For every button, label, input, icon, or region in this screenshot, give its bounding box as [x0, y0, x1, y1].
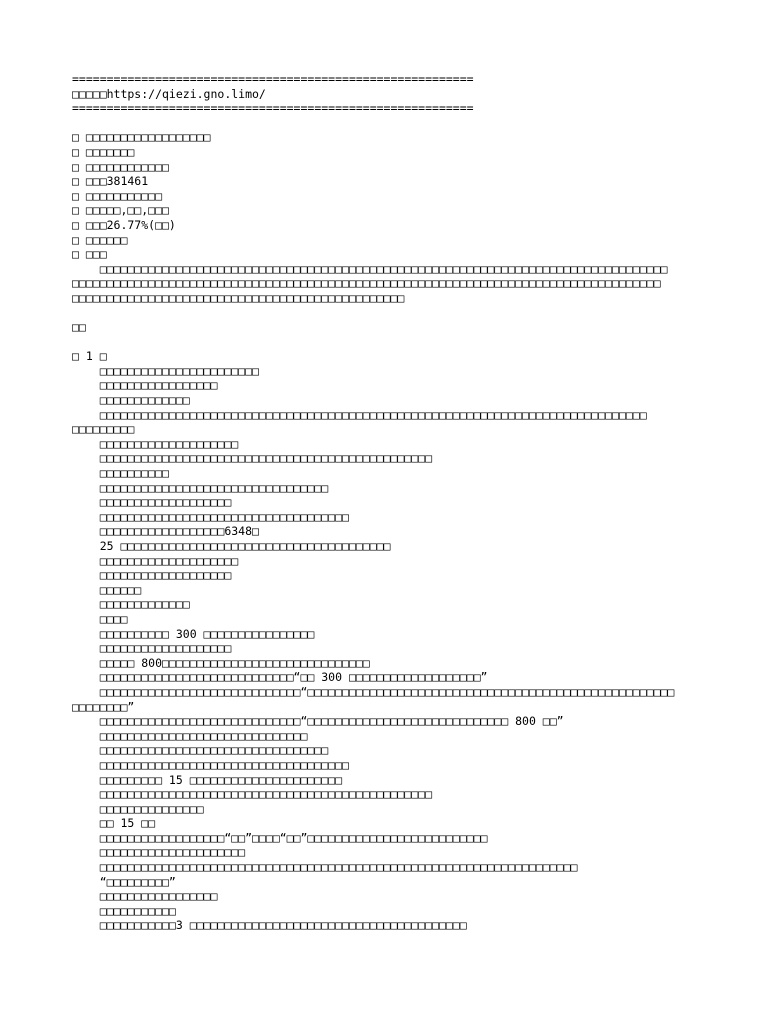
- document-page: [72, 72, 702, 933]
- body-line: □□□□□□□□□□□□□□□□□□□□□□□□□□□□□□□□□□□□□□□□□□□□□□□□: [72, 787, 433, 802]
- body-line: □□□□□ 800□□□□□□□□□□□□□□□□□□□□□□□□□□□□□□: [72, 655, 370, 670]
- spacer: [72, 306, 702, 321]
- body-line: □□□□□□□□□□□□□□□□□□□□□□□□□□□□“□□ 300 □□□□□□□□□□□□□□□□□□□”: [72, 670, 488, 685]
- metadata-item: □ □□□□□□□□□□□□□□□□□□: [72, 130, 211, 145]
- metadata-list: [72, 130, 702, 261]
- body-line: □□□□□□□□□□□□□□□□□□□□□□□□□□□□□□: [72, 728, 308, 743]
- body-line: □□□□□□□□□□□□□□□□□□□: [72, 641, 232, 656]
- body-line: □□□□□□□□□□□□□□□□□□□□□: [72, 845, 246, 860]
- header-rule-top: ==========================================================: [72, 72, 474, 86]
- body-line: □□ 15 □□: [72, 816, 156, 831]
- body-line: □□□□□□□□□□□□□□□□□□□□□□□: [72, 363, 259, 378]
- toc-label: □□: [72, 320, 86, 335]
- body-line: “□□□□□□□□□”: [72, 874, 176, 889]
- body-line: □□□□□□□□□□□□□□□□□□□□□□□□□□□□□□□□□: [72, 480, 329, 495]
- metadata-item: □ □□□: [72, 247, 107, 262]
- body-line: □□□□□□□□□□□□□□□□□□□□□□□□□□□□□“□□□□□□□□□□□□□□□□□□□□□□□□□□□□□ 800 □□”: [72, 714, 564, 729]
- body-line: □□□□□□□□□□□□□□□□□□□□□□□□□□□□□□□□□□□□: [72, 509, 349, 524]
- chapter-body: [72, 364, 702, 933]
- summary-line: □□□□□□□□□□□□□□□□□□□□□□□□□□□□□□□□□□□□□□□□□□□□□□□□: [72, 290, 405, 305]
- source-url[interactable]: □□□□□https://qiezi.gno.limo/: [72, 86, 266, 101]
- body-line: □□□□□□□□□□□□□□□□□□6348□: [72, 524, 259, 539]
- body-line: □□□□□□□□□□□□□: [72, 597, 190, 612]
- body-line: □□□□□□□□□□□□□□□□□□□□□□□□□□□□□□□□□□□□: [72, 757, 349, 772]
- body-line: □□□□□□□□□□□□□□□□□□□: [72, 568, 232, 583]
- body-line: □□□□□□□□□□□□□□□□□□□□□□□□□□□□□□□□□□□□□□□□□□□□□□□□□□□□□□□□□□□□□□□□□□□□□: [72, 860, 578, 875]
- body-line: □□□□: [72, 611, 128, 626]
- body-line: □□□□□□□□□□□□□□□□□□□□: [72, 553, 239, 568]
- body-line: □□□□□□□□□□□□□□□: [72, 801, 204, 816]
- body-line: □□□□□□□□□□ 300 □□□□□□□□□□□□□□□□: [72, 626, 315, 641]
- body-line: □□□□□□□□□ 15 □□□□□□□□□□□□□□□□□□□□□□: [72, 772, 343, 787]
- metadata-item: □ □□□□□□□□□□□: [72, 188, 163, 203]
- chapter-title: □ 1 □: [72, 349, 107, 364]
- body-line: 25 □□□□□□□□□□□□□□□□□□□□□□□□□□□□□□□□□□□□□□□: [72, 539, 391, 553]
- body-line: □□□□□□□□□□□□□□□□□□□□□□□□□□□□□□□□□: [72, 743, 329, 758]
- body-line: □□□□□□□□□□□□□□□□□□□□: [72, 436, 239, 451]
- body-line: □□□□□□□□”: [72, 699, 135, 714]
- body-line: □□□□□□□□□□□□□□□□□□□□□□□□□□□□□□□□□□□□□□□□□□□□□□□□: [72, 451, 433, 466]
- metadata-item: □ □□□□□,□□,□□□: [72, 203, 169, 218]
- body-line: □□□□□□□□□□: [72, 466, 169, 481]
- summary-line: □□□□□□□□□□□□□□□□□□□□□□□□□□□□□□□□□□□□□□□□□□□□□□□□□□□□□□□□□□□□□□□□□□□□□□□□□□□□□□□□□□□□□: [72, 276, 661, 291]
- body-line: □□□□□□□□□: [72, 422, 135, 437]
- body-line: □□□□□□□□□□□□□□□□□□□□□□□□□□□□□“□□□□□□□□□□□□□□□□□□□□□□□□□□□□□□□□□□□□□□□□□□□□□□□□□□□□□: [72, 684, 675, 699]
- metadata-item: □ □□□26.77%(□□): [72, 217, 176, 232]
- body-line: □□□□□□□□□□□□□□□□□□□□□□□□□□□□□□□□□□□□□□□□□□□□□□□□□□□□□□□□□□□□□□□□□□□□□□□□□□□□□□□: [72, 407, 647, 422]
- body-line: □□□□□□□□□□□□□□□□□□“□□”□□□□“□□”□□□□□□□□□□□□□□□□□□□□□□□□□□: [72, 830, 488, 845]
- body-line: □□□□□□□□□□□3 □□□□□□□□□□□□□□□□□□□□□□□□□□□□□□□□□□□□□□□□: [72, 918, 467, 933]
- summary-paragraph: [72, 262, 702, 306]
- metadata-item: □ □□□□□□□: [72, 144, 135, 159]
- header-rule-bottom: ==========================================================: [72, 101, 474, 116]
- body-line: □□□□□□: [72, 582, 142, 597]
- metadata-item: □ □□□□□□: [72, 232, 128, 247]
- body-line: □□□□□□□□□□□□□: [72, 393, 190, 408]
- body-line: □□□□□□□□□□□: [72, 903, 176, 918]
- body-line: □□□□□□□□□□□□□□□□□: [72, 378, 218, 393]
- spacer: [72, 116, 702, 131]
- metadata-item: □ □□□381461: [72, 174, 149, 189]
- body-line: □□□□□□□□□□□□□□□□□: [72, 889, 218, 904]
- summary-line: □□□□□□□□□□□□□□□□□□□□□□□□□□□□□□□□□□□□□□□□□□□□□□□□□□□□□□□□□□□□□□□□□□□□□□□□□□□□□□□□□□: [72, 261, 668, 276]
- metadata-item: □ □□□□□□□□□□□□: [72, 159, 169, 174]
- spacer: [72, 335, 702, 350]
- body-line: □□□□□□□□□□□□□□□□□□□: [72, 495, 232, 510]
